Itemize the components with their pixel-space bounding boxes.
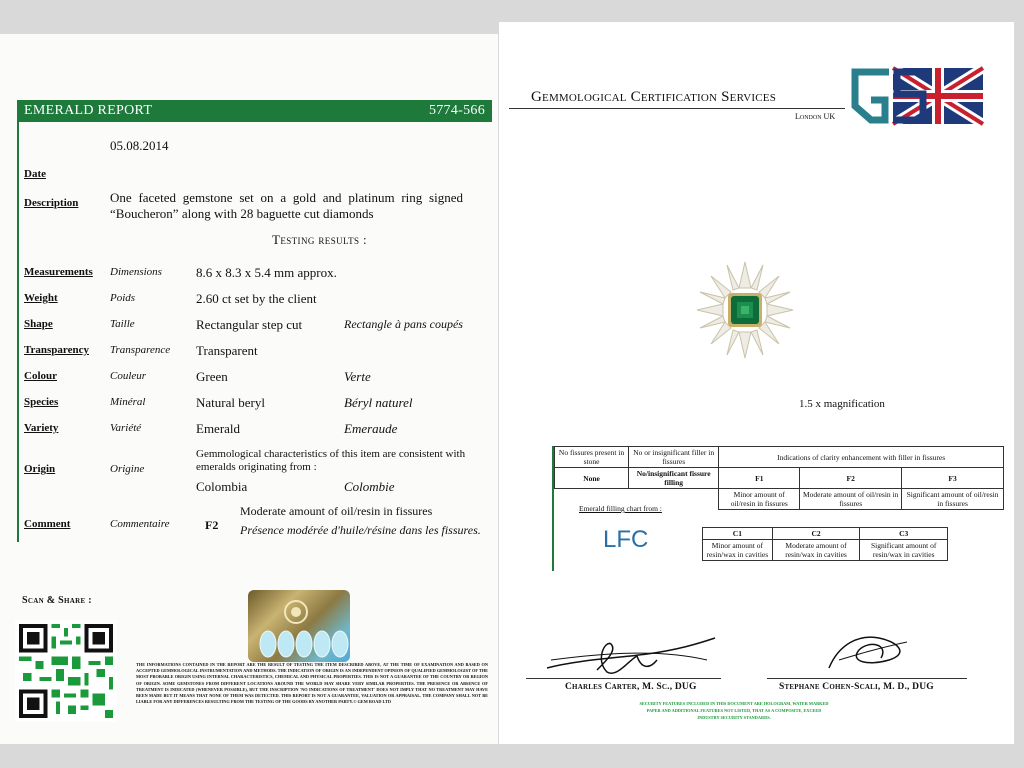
measurements-label: Measurements	[24, 266, 93, 278]
report-title: EMERALD REPORT	[24, 103, 153, 118]
report-left-rule	[17, 122, 19, 542]
c1-desc: Minor amount of resin/wax in cavities	[703, 540, 773, 561]
f1-desc: Minor amount of oil/resin in fissures	[719, 489, 800, 510]
scan-share-label: Scan & Share :	[22, 595, 92, 606]
description-value: One faceted gemstone set on a gold and platinum ring signed “Boucheron” along with 28 baguette cut diamonds	[110, 190, 463, 221]
report-number: 5774-566	[428, 103, 485, 118]
variety-value-fr: Emeraude	[344, 421, 398, 436]
emerald-filling-chart-label: Emerald filling chart from :	[579, 504, 662, 513]
colour-value: Green	[196, 369, 228, 384]
report-header-bar	[17, 100, 492, 122]
security-hologram	[248, 590, 350, 662]
signatory-2-name: Stephane Cohen-Scali, M. D., DUG	[779, 682, 934, 692]
colour-value-fr: Verte	[344, 369, 371, 384]
f2-code: F2	[800, 468, 902, 489]
transparency-label: Transparency	[24, 344, 89, 356]
f3-desc: Significant amount of oil/resin in fissures	[902, 489, 1004, 510]
colour-fr: Couleur	[110, 370, 147, 382]
no-fissures-header: No fissures present in stone	[555, 447, 629, 468]
origin-label: Origin	[24, 463, 56, 475]
qr-code-icon[interactable]	[15, 620, 117, 722]
origin-fr: Origine	[110, 463, 145, 475]
lfc-logo-text: LFC	[603, 526, 649, 553]
measurements-fr: Dimensions	[110, 266, 162, 278]
origin-text: Gemmological characteristics of this item are consistent with emeralds originating from :	[196, 448, 466, 473]
shape-value: Rectangular step cut	[196, 317, 303, 332]
description-label: Description	[24, 197, 79, 209]
lab-name: Gemmological Certification Services	[531, 89, 777, 105]
security-note: SECURITY FEATURES INCLUDED IN THIS DOCUMENT ARE HOLOGRAM, WATER MARKED PAPER AND ADDITIONAL FEATURES NOT LISTED, THAT AS A COMPOSITE, EXCEED INDUSTRY SECURITY STANDARDS.	[639, 701, 829, 720]
magnification-caption: 1.5 x magnification	[799, 398, 885, 410]
measurements-value: 8.6 x 8.3 x 5.4 mm approx.	[196, 265, 337, 280]
origin-value-fr: Colombie	[344, 479, 395, 494]
indications-header: Indications of clarity enhancement with filler in fissures	[719, 447, 1004, 468]
gcs-logo-icon	[849, 66, 985, 126]
lfc-logo-icon	[599, 521, 659, 555]
c3-desc: Significant amount of resin/wax in cavities	[860, 540, 948, 561]
comment-label: Comment	[24, 518, 71, 530]
testing-results-heading: Testing results :	[272, 232, 368, 247]
weight-fr: Poids	[110, 292, 136, 304]
weight-label: Weight	[24, 292, 58, 304]
transparency-fr: Transparence	[110, 344, 171, 356]
c3-code: C3	[860, 528, 948, 540]
species-fr: Minéral	[110, 396, 146, 408]
disclaimer-text: THE INFORMATIONS CONTAINED IN THE REPORT ARE THE RESULT OF TESTING THE ITEM DESCRIBED ABOVE, AT THE TIME OF EXAMINATION AND BASED ON ACCEPTED GEMMOLOGICAL INSTRUMENTATION AND METHODS. THE INDICATION OF ORIGIN IS AN INDEPENDENT OPINION OF QUALIFIED GEMMOLOGIST OF THE MOST PROBABLE ORIGIN USING INTERNAL CHARACTERISTICS, CHEMICAL AND PHYSICAL PROPERTIES. THIS IS NOT A GUARANTEE OF THE COUNTRY OR REGION OF ORIGIN. SOME GEMSTONES FROM DIFFERENT LOCATIONS AROUND THE WORLD MAY SHARE VERY SIMILAR PROPERTIES. THE PRESENCE OR ABSENCE OF TREATMENT IS INDICATED (WHENEVER POSSIBLE), BUT THE INSCRIPTION 'NO INDICATIONS OF TREATMENT' DOES NOT IMPLY THAT NO TREATMENT MAY HAVE BEEN MADE BUT IT MEANS THAT NONE OF THEM WAS DETECTED. THIS REPORT IS NOT A GUARANTEE, VALUATION OR APPRAISAL. THE COMPANY SHALL NOT BE LIABLE FOR ANY DIFFERENCES RESULTING FROM THE TESTING OF THE GOODS BY ANOTHER PARTY.© GEM ROAD LTD	[136, 662, 488, 705]
transparency-value: Transparent	[196, 343, 258, 358]
species-value: Natural beryl	[196, 395, 265, 410]
variety-fr: Variété	[110, 422, 142, 434]
shape-fr: Taille	[110, 318, 135, 330]
no-insignificant-header: No or insignificant filler in fissures	[629, 447, 719, 468]
signature-rule-2	[767, 678, 967, 679]
weight-value: 2.60 ct set by the client	[196, 291, 317, 306]
comment-value: Moderate amount of oil/resin in fissures	[240, 504, 433, 518]
shape-label: Shape	[24, 318, 53, 330]
species-value-fr: Béryl naturel	[344, 395, 413, 410]
comment-code: F2	[205, 518, 219, 532]
filler-table	[554, 446, 1004, 510]
lab-location: London UK	[795, 112, 836, 121]
f3-code: F3	[902, 468, 1004, 489]
variety-value: Emerald	[196, 421, 241, 436]
c2-code: C2	[772, 528, 860, 540]
cavity-table	[702, 527, 948, 561]
c1-code: C1	[703, 528, 773, 540]
origin-value: Colombia	[196, 479, 248, 494]
signature-rule-1	[526, 678, 721, 679]
colour-label: Colour	[24, 370, 57, 382]
variety-label: Variety	[24, 422, 59, 434]
shape-value-fr: Rectangle à pans coupés	[344, 317, 463, 331]
comment-fr: Commentaire	[110, 518, 170, 530]
signature-carter	[537, 630, 722, 682]
right-page-content	[499, 0, 1014, 768]
lab-name-rule	[509, 108, 845, 109]
ring-photo	[695, 260, 795, 360]
signatory-1-name: Charles Carter, M. Sc., DUG	[565, 682, 697, 692]
date-value: 05.08.2014	[110, 138, 169, 153]
comment-value-fr: Présence modérée d'huile/résine dans les fissures.	[240, 523, 481, 537]
f1-code: F1	[719, 468, 800, 489]
c2-desc: Moderate amount of resin/wax in cavities	[772, 540, 860, 561]
signature-cohen-scali	[819, 624, 914, 678]
f2-desc: Moderate amount of oil/resin in fissures	[800, 489, 902, 510]
date-label: Date	[24, 168, 46, 180]
none-cell: None	[555, 468, 629, 489]
species-label: Species	[24, 396, 59, 408]
no-insignificant-filling-cell: No/insignificant fissure filling	[629, 468, 719, 489]
